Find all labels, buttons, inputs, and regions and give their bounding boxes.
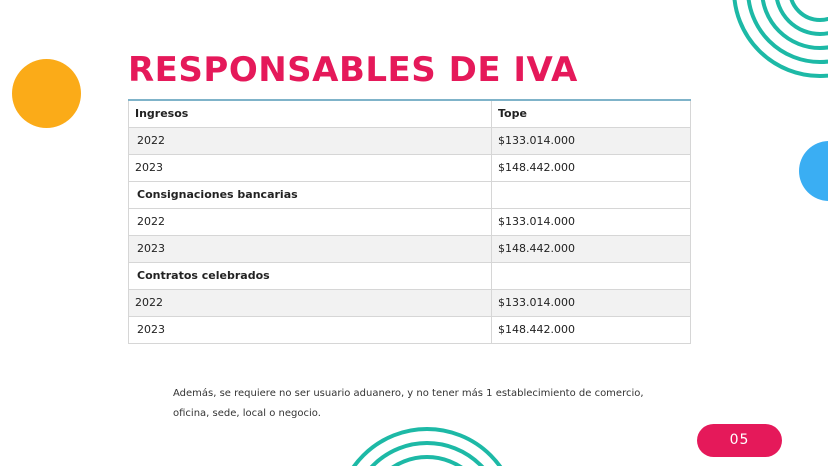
row-value: $148.442.000 [492,316,691,343]
table-header-row [129,100,691,127]
row-label: 2023 [129,316,492,343]
row-label: 2023 [129,154,492,181]
row-value: $148.442.000 [492,235,691,262]
table-row [129,235,691,262]
header-tope: Tope [492,100,691,127]
orange-circle-decoration [12,59,81,128]
row-label: 2022 [129,127,492,154]
table-row [129,289,691,316]
table-row [129,208,691,235]
row-label: 2022 [129,208,492,235]
row-value [492,181,691,208]
row-value: $133.014.000 [492,127,691,154]
header-ingresos: Ingresos [129,100,492,127]
row-value: $148.442.000 [492,154,691,181]
row-label: 2023 [129,235,492,262]
page-number-badge: 05 [697,424,782,457]
row-value: $133.014.000 [492,289,691,316]
table-row [129,316,691,343]
teal-rings-decoration-bottom [332,424,522,466]
table-row [129,154,691,181]
row-label: 2022 [129,289,492,316]
table-section-row [129,262,691,289]
blue-circle-decoration [799,141,828,201]
row-value: $133.014.000 [492,208,691,235]
section-label: Contratos celebrados [129,262,492,289]
slide-title: RESPONSABLES DE IVA [128,50,578,90]
iva-threshold-table [128,99,691,344]
row-value [492,262,691,289]
teal-rings-decoration-top [730,0,828,80]
table-section-row [129,181,691,208]
table-row [129,127,691,154]
section-label: Consignaciones bancarias [129,181,492,208]
requirements-note: Además, se requiere no ser usuario aduanero, y no tener más 1 establecimiento de comercio, oficina, sede, local o negocio. [173,388,644,419]
